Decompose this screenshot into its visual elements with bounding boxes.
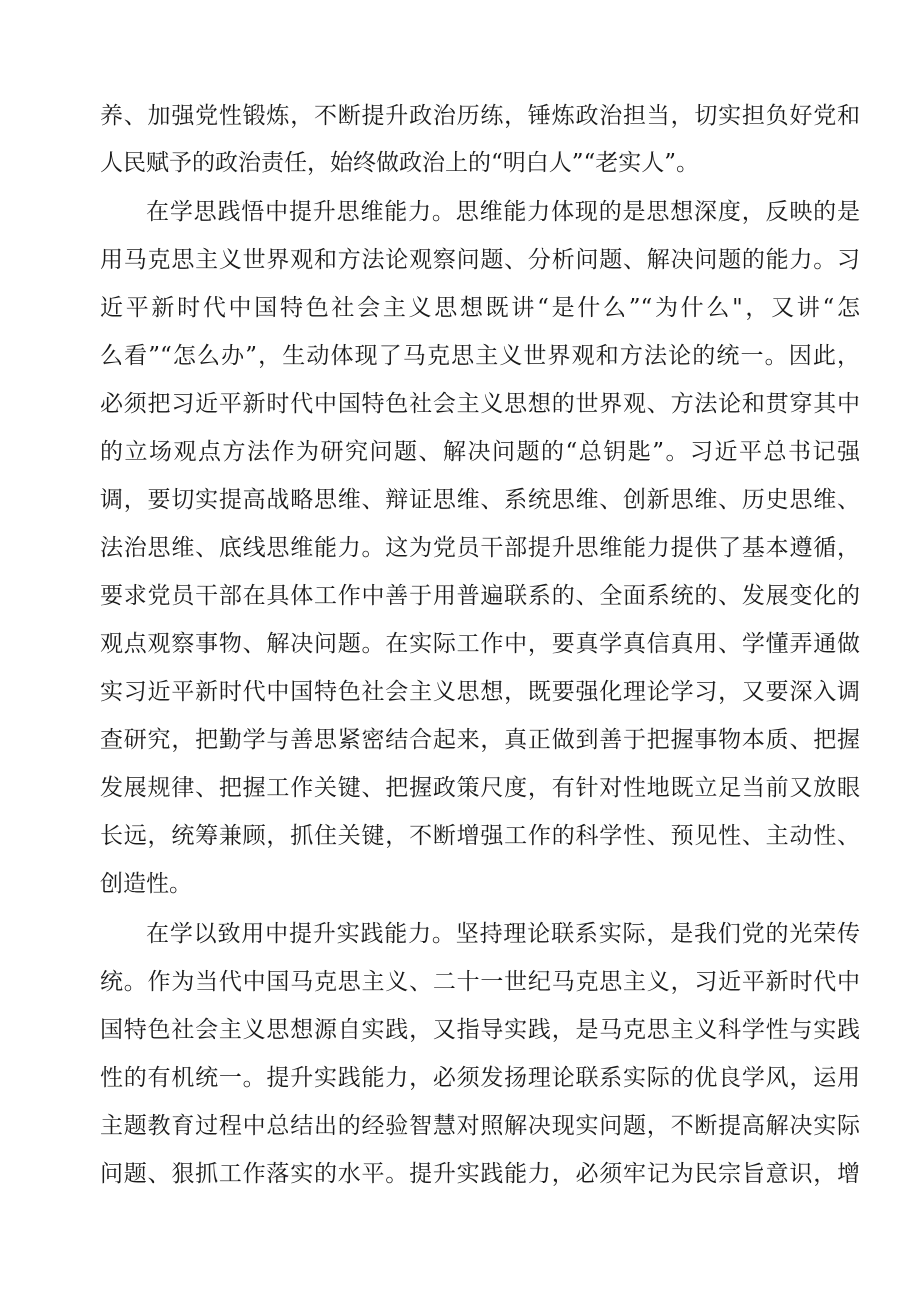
text-line: 性的有机统一。提升实践能力，必须发扬理论联系实际的优良学风，运用 <box>100 1065 860 1091</box>
paragraph-start-line: 在学思践悟中提升思维能力。思维能力体现的是思想深度，反映的是 <box>146 199 860 225</box>
text-line: 统。作为当代中国马克思主义、二十一世纪马克思主义，习近平新时代中 <box>100 969 860 995</box>
text-line: 养、加强党性锻炼，不断提升政治历练，锤炼政治担当，切实担负好党和 <box>100 103 860 129</box>
text-line: 问题、狠抓工作落实的水平。提升实践能力，必须牢记为民宗旨意识，增 <box>100 1161 860 1187</box>
text-line: 创造性。 <box>100 871 192 897</box>
paragraph-start-line: 在学以致用中提升实践能力。坚持理论联系实际，是我们党的光荣传 <box>146 921 860 947</box>
text-line: 用马克思主义世界观和方法论观察问题、分析问题、解决问题的能力。习 <box>100 247 860 273</box>
text-line: 观点观察事物、解决问题。在实际工作中，要真学真信真用、学懂弄通做 <box>100 631 860 657</box>
text-line: 要求党员干部在具体工作中善于用普遍联系的、全面系统的、发展变化的 <box>100 583 860 609</box>
text-line: 长远，统筹兼顾，抓住关键，不断增强工作的科学性、预见性、主动性、 <box>100 823 860 849</box>
text-line: 发展规律、把握工作关键、把握政策尺度，有针对性地既立足当前又放眼 <box>100 775 860 801</box>
text-line: 调，要切实提高战略思维、辩证思维、系统思维、创新思维、历史思维、 <box>100 487 860 513</box>
text-line: 主题教育过程中总结出的经验智慧对照解决现实问题，不断提高解决实际 <box>100 1113 860 1139</box>
text-line: 近平新时代中国特色社会主义思想既讲“是什么”“为什么"，又讲“怎 <box>100 295 860 321</box>
text-line: 人民赋予的政治责任，始终做政治上的“明白人”“老实人”。 <box>100 150 700 176</box>
text-line: 的立场观点方法作为研究问题、解决问题的“总钥匙”。习近平总书记强 <box>100 439 860 465</box>
text-line: 么看”“怎么办”，生动体现了马克思主义世界观和方法论的统一。因此， <box>100 343 860 369</box>
text-line: 法治思维、底线思维能力。这为党员干部提升思维能力提供了基本遵循， <box>100 535 860 561</box>
text-line: 查研究，把勤学与善思紧密结合起来，真正做到善于把握事物本质、把握 <box>100 727 860 753</box>
text-line: 国特色社会主义思想源自实践，又指导实践，是马克思主义科学性与实践 <box>100 1017 860 1043</box>
text-line: 实习近平新时代中国特色社会主义思想，既要强化理论学习，又要深入调 <box>100 679 860 705</box>
text-line: 必须把习近平新时代中国特色社会主义思想的世界观、方法论和贯穿其中 <box>100 391 860 417</box>
